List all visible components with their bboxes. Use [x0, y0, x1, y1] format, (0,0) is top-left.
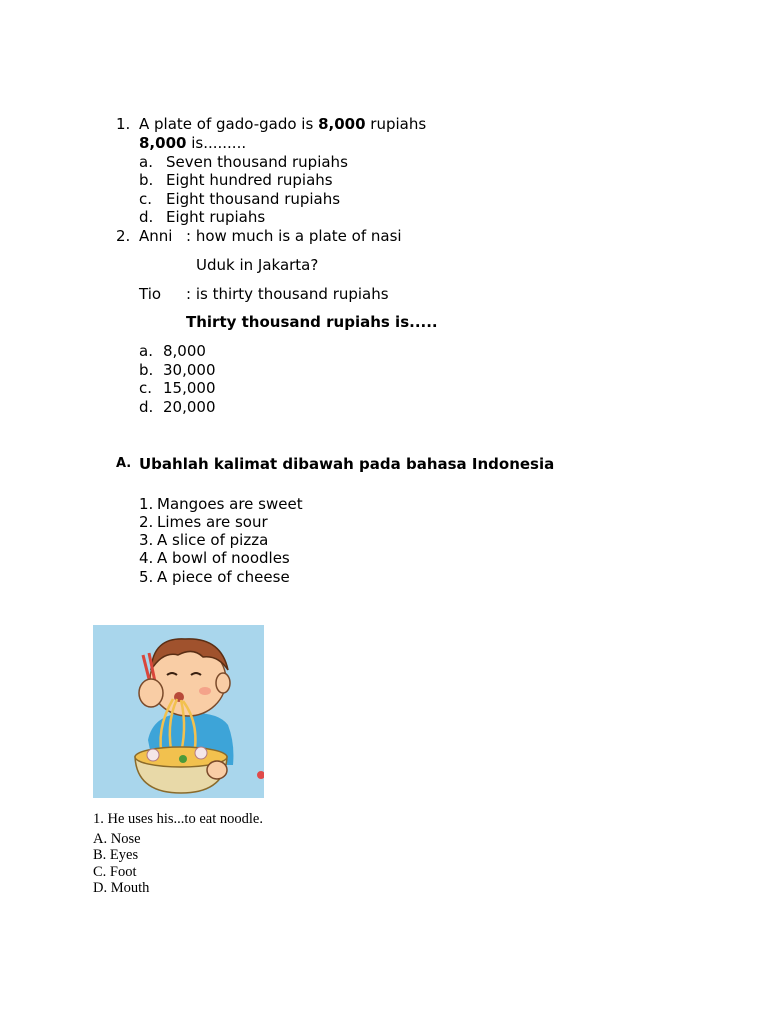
amount-bold: 8,000 — [139, 134, 187, 152]
list-item: A piece of cheese — [157, 568, 290, 586]
option-letter: c. — [139, 190, 153, 208]
option-letter: a. — [139, 153, 153, 171]
question-number: 1. — [116, 115, 131, 133]
list-number: 4. — [139, 549, 154, 567]
option-letter: b. — [139, 171, 154, 189]
section-heading: Ubahlah kalimat dibawah pada bahasa Indonesia — [139, 455, 555, 473]
hand — [139, 679, 163, 707]
option-letter: d. — [139, 398, 154, 416]
list-number: 2. — [139, 513, 154, 531]
list-item: A bowl of noodles — [157, 549, 290, 567]
option-text: B. Eyes — [93, 847, 139, 863]
speaker-name: Tio — [139, 285, 162, 303]
question-prompt: Thirty thousand rupiahs is..... — [186, 313, 438, 331]
option-letter: a. — [139, 342, 153, 360]
meatball — [195, 747, 207, 759]
question-text: A plate of gado-gado is 8,000 rupiahs — [139, 115, 427, 133]
option-letter: c. — [139, 379, 153, 397]
list-item: Mangoes are sweet — [157, 495, 303, 513]
speaker-name: Anni — [139, 227, 173, 245]
cheek — [199, 687, 211, 695]
option-text: Eight thousand rupiahs — [166, 190, 341, 208]
hand — [207, 761, 227, 779]
list-number: 3. — [139, 531, 154, 549]
question-prompt: 8,000 is......... — [139, 134, 247, 152]
boy-eating-noodles-illustration — [93, 625, 264, 798]
option-text: 15,000 — [163, 379, 216, 397]
option-text: 8,000 — [163, 342, 206, 360]
vegetable — [179, 755, 187, 763]
ear — [216, 673, 230, 693]
option-text: Eight hundred rupiahs — [166, 171, 333, 189]
question-number: 2. — [116, 227, 131, 245]
dialogue-line: : how much is a plate of nasi — [186, 227, 402, 245]
question-text: 1. He uses his...to eat noodle. — [93, 811, 263, 827]
amount-bold: 8,000 — [318, 115, 366, 133]
option-text: Eight rupiahs — [166, 208, 266, 226]
meatball — [147, 749, 159, 761]
section-letter: A. — [116, 456, 132, 471]
list-number: 5. — [139, 568, 154, 586]
dialogue-line: Uduk in Jakarta? — [196, 256, 319, 274]
option-letter: b. — [139, 361, 154, 379]
option-text: 30,000 — [163, 361, 216, 379]
dialogue-line: : is thirty thousand rupiahs — [186, 285, 389, 303]
list-item: A slice of pizza — [157, 531, 269, 549]
list-item: Limes are sour — [157, 513, 268, 531]
option-letter: d. — [139, 208, 154, 226]
option-text: D. Mouth — [93, 880, 150, 896]
option-text: A. Nose — [93, 831, 141, 847]
option-text: Seven thousand rupiahs — [166, 153, 348, 171]
option-text: C. Foot — [93, 864, 137, 880]
option-text: 20,000 — [163, 398, 216, 416]
list-number: 1. — [139, 495, 154, 513]
